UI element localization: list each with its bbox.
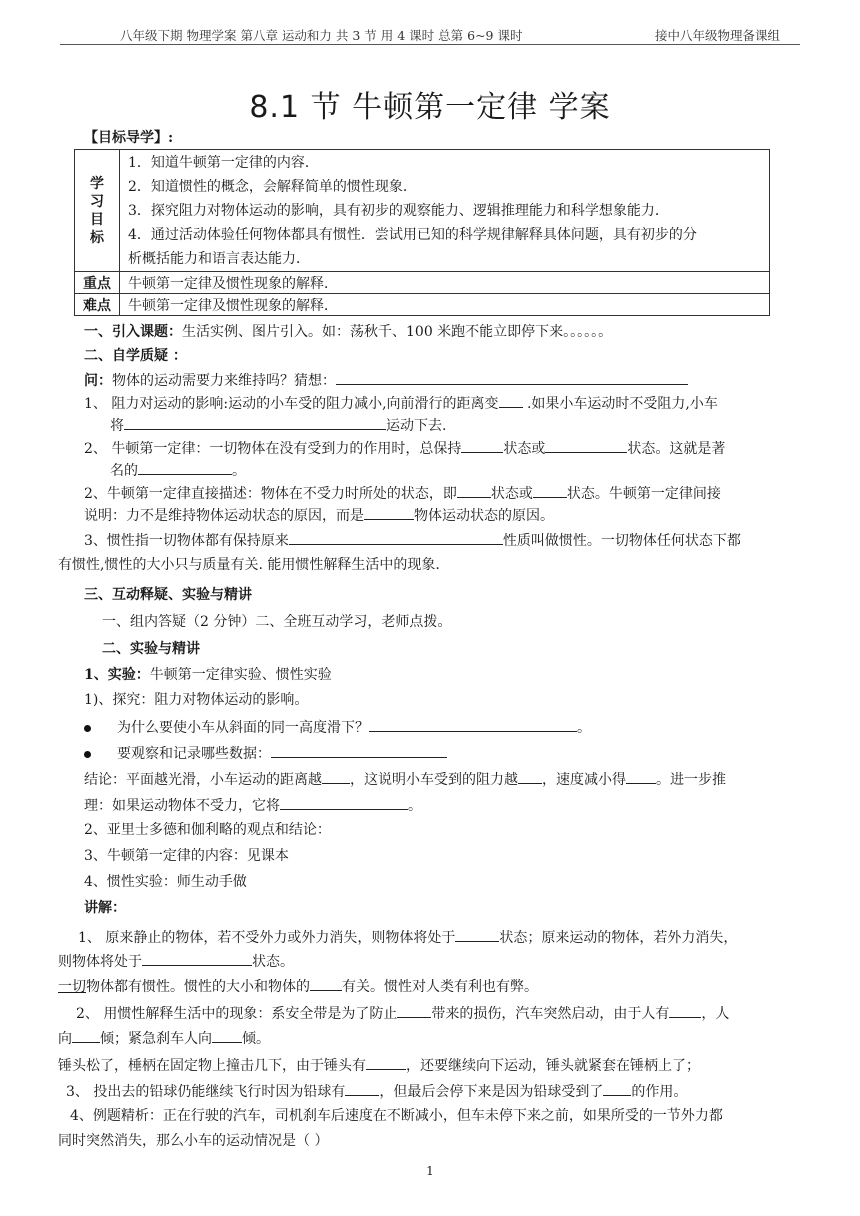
question-line: 问：物体的运动需要力来维持吗？猜想： bbox=[84, 369, 688, 391]
inertia-experiment-line: 4、惯性实验：师生动手做 bbox=[84, 874, 247, 890]
item-direct-description-cont: 说明：力不是维持物体运动状态的原因，而是 物体运动状态的原因。 bbox=[84, 504, 554, 526]
goal-item: 析概括能力和语言表达能力． bbox=[128, 250, 310, 267]
experiment-line: 1、实验：牛顿第一定律实验、惯性实验 bbox=[84, 667, 332, 683]
explanation-item-1: 1、 原来静止的物体，若不受外力或外力消失，则物体将处于 状态；原来运动的物体，若外力消失， bbox=[78, 926, 737, 948]
explanation-item-2-cont: 向 倾；紧急刹车人向 倾。 bbox=[58, 1027, 270, 1049]
bullet-record-data: 要观察和记录哪些数据： bbox=[84, 742, 447, 764]
key-point-text: 牛顿第一定律及惯性现象的解释． bbox=[120, 272, 770, 294]
page-title: 8.1 节 牛顿第一定律 学案 bbox=[249, 90, 611, 125]
item-direct-description: 2、牛顿第一定律直接描述：物体在不受力时所处的状态，即 状态或 状态。牛顿第一定律间接 bbox=[84, 482, 721, 504]
bullet-icon bbox=[84, 751, 91, 758]
item-resistance: 1、 阻力对运动的影响:运动的小车受的阻力减小,向前滑行的距离变 .如果小车运动时不受阻力,小车 bbox=[84, 392, 718, 414]
bullet-icon bbox=[84, 725, 91, 732]
conclusion-line: 结论：平面越光滑，小车运动的距离越 ，这说明小车受到的阻力越 ，速度减小得 。进一步推 bbox=[84, 768, 726, 790]
header-group: 接中八年级物理备课组 bbox=[654, 28, 780, 43]
item-newton-law-cont: 名的 。 bbox=[110, 459, 246, 481]
hammer-example-line: 锤头松了，棰柄在固定物上撞击几下，由于锤头有 ，还要继续向下运动，锤头就紧套在锤柄上了； bbox=[58, 1054, 700, 1076]
explanation-inertia-line: 一切物体都有惯性。惯性的大小和物体的 有关。惯性对人类有利也有弊。 bbox=[58, 975, 538, 997]
conclusion-line-cont: 理：如果运动物体不受力，它将 。 bbox=[84, 794, 422, 816]
example-question: 4、例题精析：正在行驶的汽车，司机刹车后速度在不断减小，但车未停下来之前，如果所受的一节外力都 bbox=[70, 1108, 723, 1124]
explanation-item-1-cont: 则物体将处于 状态。 bbox=[58, 950, 294, 972]
item-inertia-cont: 有惯性,惯性的大小只与质量有关. 能用惯性解释生活中的现象. bbox=[58, 557, 440, 573]
page-number: 1 bbox=[426, 1164, 434, 1178]
experiment-subheading: 二、实验与精讲 bbox=[102, 641, 200, 657]
newton-law-content-line: 3、牛顿第一定律的内容：见课本 bbox=[84, 848, 289, 864]
explanation-item-3: 3、 投出去的铅球仍能继续飞行时因为铅球有 ，但最后会停下来是因为铅球受到了 的作用。 bbox=[66, 1080, 687, 1102]
explanation-heading: 讲解： bbox=[84, 900, 126, 916]
bullet-same-height: 为什么要使小车从斜面的同一高度滑下？ 。 bbox=[84, 716, 591, 738]
self-study-heading: 二、自学质疑 ： bbox=[84, 348, 187, 364]
difficult-point-label: 难点 bbox=[75, 294, 120, 316]
aristotle-galileo-line: 2、亚里士多德和伽利略的观点和结论： bbox=[84, 822, 331, 838]
difficult-point-text: 牛顿第一定律及惯性现象的解释． bbox=[120, 294, 770, 316]
explanation-item-2: 2、 用惯性解释生活中的现象：系安全带是为了防止 带来的损伤，汽车突然启动，由于人有 ，人 bbox=[76, 1002, 729, 1024]
goals-table bbox=[74, 149, 770, 316]
goal-item: 3．探究阻力对物体运动的影响，具有初步的观察能力、逻辑推理能力和科学想象能力． bbox=[128, 202, 669, 219]
item-resistance-cont: 将 运动下去. bbox=[110, 414, 446, 436]
key-point-label: 重点 bbox=[75, 272, 120, 294]
item-inertia: 3、惯性指一切物体都有保持原来 性质叫做惯性。一切物体任何状态下都 bbox=[84, 529, 741, 551]
explore-line: 1)、探究：阻力对物体运动的影响。 bbox=[84, 692, 309, 708]
intro-section: 一、引入课题：生活实例、图片引入。如：荡秋千、100 米跑不能立即停下来。。。。。。 bbox=[84, 324, 613, 340]
item-newton-law: 2、 牛顿第一定律：一切物体在没有受到力的作用时，总保持 状态或 状态。这就是著 bbox=[84, 437, 725, 459]
goal-item: 1．知道牛顿第一定律的内容． bbox=[128, 154, 319, 171]
header-course-info: 八年级下期 物理学案 第八章 运动和力 共 3 节 用 4 课时 总第 6~9 课时 bbox=[120, 28, 523, 43]
example-question-cont: 同时突然消失，那么小车的运动情况是（ ） bbox=[58, 1133, 329, 1149]
goal-item: 4．通过活动体验任何物体都具有惯性．尝试用已知的科学规律解释具体问题，具有初步的分 bbox=[128, 226, 697, 243]
group-qa-line: 一、组内答疑（2 分钟）二、全班互动学习，老师点拨。 bbox=[102, 614, 452, 630]
interaction-heading: 三、互动释疑、实验与精讲 bbox=[84, 587, 252, 603]
study-goals-label: 学习目标 bbox=[75, 150, 120, 272]
study-goals-list bbox=[120, 150, 770, 272]
goal-item: 2．知道惯性的概念，会解释简单的惯性现象． bbox=[128, 178, 417, 195]
page-header bbox=[60, 24, 800, 45]
goals-heading: 【目标导学】: bbox=[84, 130, 174, 146]
